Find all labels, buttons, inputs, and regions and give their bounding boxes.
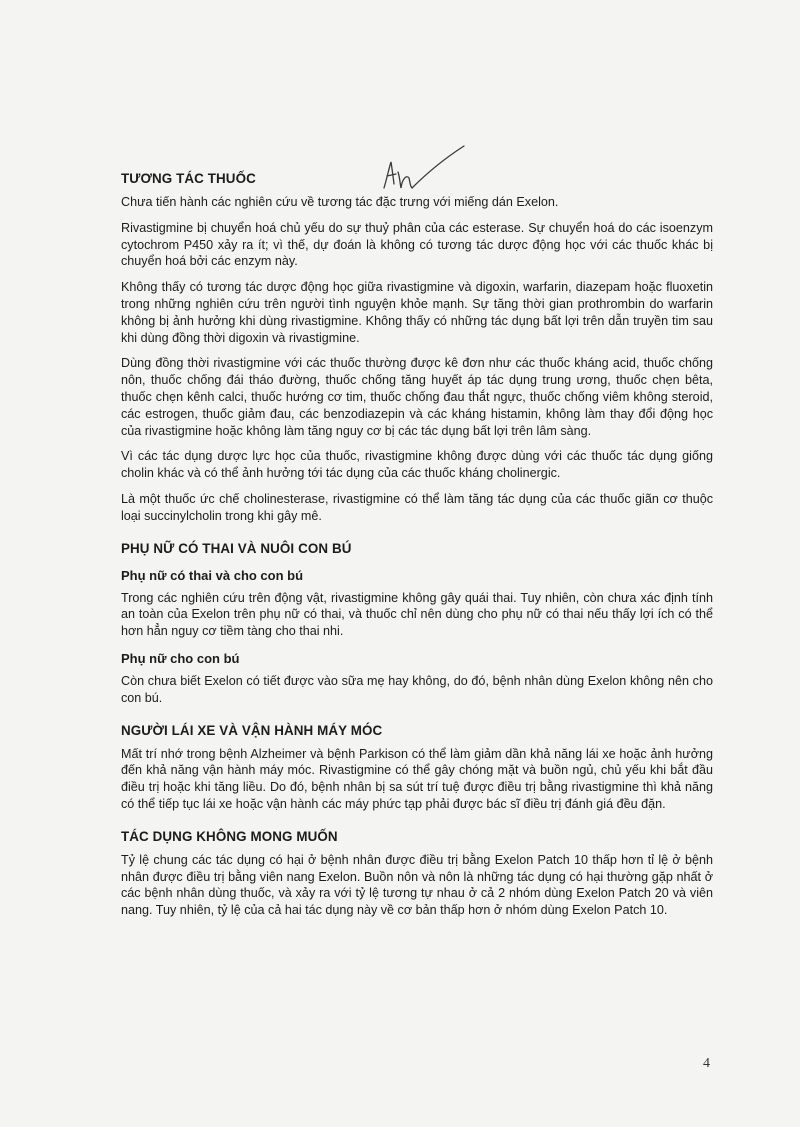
section-interactions xyxy=(121,170,713,525)
page-number: 4 xyxy=(703,1056,710,1071)
paragraph: Rivastigmine bị chuyển hoá chủ yếu do sự thuỷ phân của các esterase. Sự chuyển hoá do các isoenzym cytochrom P450 xảy ra ít; vì thế, dự đoán là không có tương tác dược động học với các thuốc khác bị chuyển hoá bởi các enzym này. xyxy=(121,220,713,269)
paragraph: Chưa tiến hành các nghiên cứu về tương tác đặc trưng với miếng dán Exelon. xyxy=(121,195,559,209)
paragraph: Không thấy có tương tác dược động học giữa rivastigmine và digoxin, warfarin, diazepam hoặc fluoxetin trong những nghiên cứu trên người tình nguyện khỏe mạnh. Sự tăng thời gian prothrombin do warfarin không bị ảnh hưởng khi dùng rivastigmine. Không thấy có những tác dụng bất lợi trên dẫn truyền tim sau khi dùng đồng thời digoxin và rivastigmine. xyxy=(121,280,713,345)
paragraph: Là một thuốc ức chế cholinesterase, rivastigmine có thể làm tăng tác dụng của các thuốc giãn cơ thuộc loại succinylcholin trong khi gây mê. xyxy=(121,491,713,523)
section-heading-pregnancy: PHỤ NỮ CÓ THAI VÀ NUÔI CON BÚ xyxy=(121,540,352,556)
section-heading-driving: NGƯỜI LÁI XE VÀ VẬN HÀNH MÁY MÓC xyxy=(121,722,383,738)
document-body xyxy=(121,170,713,928)
section-pregnancy xyxy=(121,540,713,707)
section-heading-adverse-effects: TÁC DỤNG KHÔNG MONG MUỐN xyxy=(121,828,338,844)
paragraph: Dùng đồng thời rivastigmine với các thuốc thường được kê đơn như các thuốc kháng acid, thuốc chống nôn, thuốc chống đái tháo đường, thuốc chống tăng huyết áp tác dụng trung ương, thuốc chẹn bêta, thuốc chẹn kênh calci, thuốc hướng cơ tim, thuốc chống đau thắt ngực, thuốc chống viêm không steroid, các estrogen, thuốc giảm đau, các benzodiazepin và các kháng histamin, không làm thay đổi động học của rivastigmine hoặc không làm tăng nguy cơ bị các tác dụng bất lợi trên lâm sàng. xyxy=(121,356,713,438)
subheading-pregnancy: Phụ nữ có thai và cho con bú xyxy=(121,567,304,583)
section-heading-interactions: TƯƠNG TÁC THUỐC xyxy=(121,171,256,186)
paragraph: Trong các nghiên cứu trên động vật, rivastigmine không gây quái thai. Tuy nhiên, còn chưa xác định tính an toàn của Exelon trên phụ nữ có thai, và thuốc chỉ nên dùng cho phụ nữ có thai nếu thấy lợi ích có thể hơn hẳn nguy cơ tiềm tàng cho thai nhi. xyxy=(121,590,713,639)
subheading-breastfeeding: Phụ nữ cho con bú xyxy=(121,650,240,666)
paragraph: Vì các tác dụng dược lực học của thuốc, rivastigmine không được dùng với các thuốc tác dụng giống cholin khác và có thể ảnh hưởng tới tác dụng của các thuốc kháng cholinergic. xyxy=(121,449,713,481)
paragraph: Còn chưa biết Exelon có tiết được vào sữa mẹ hay không, do đó, bệnh nhân dùng Exelon không nên cho con bú. xyxy=(121,673,713,705)
paragraph: Mất trí nhớ trong bệnh Alzheimer và bệnh Parkison có thể làm giảm dần khả năng lái xe hoặc ảnh hưởng đến khả năng vận hành máy móc. Rivastigmine có thể gây chóng mặt và buồn ngủ, chủ yếu khi bắt đầu điều trị hoặc khi tăng liều. Do đó, bệnh nhân bị sa sút trí tuệ được điều trị bằng rivastigmine thì khả năng có thể tiếp tục lái xe hoặc vận hành các máy phức tạp phải được bác sĩ điều trị đánh giá đều đặn. xyxy=(121,746,713,811)
paragraph: Tỷ lệ chung các tác dụng có hại ở bệnh nhân được điều trị bằng Exelon Patch 10 thấp hơn tỉ lệ ở bệnh nhân được điều trị bằng viên nang Exelon. Buồn nôn và nôn là những tác dụng có hại thường gặp nhất ở các bệnh nhân dùng thuốc, và xảy ra với tỷ lệ tương tự nhau ở cả 2 nhóm dùng Exelon Patch 20 và viên nang. Tuy nhiên, tỷ lệ của cả hai tác dụng này về cơ bản thấp hơn ở nhóm dùng Exelon Patch 10. xyxy=(121,852,713,918)
section-adverse-effects xyxy=(121,828,713,919)
section-driving xyxy=(121,722,713,813)
